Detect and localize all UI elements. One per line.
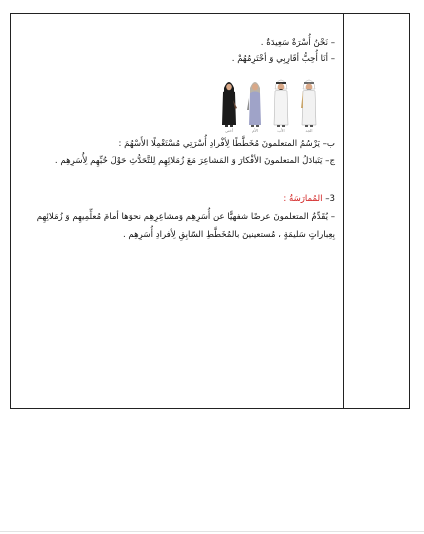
figure-caption: الأم xyxy=(252,128,258,133)
sentence-family-happy: – نَحْنُ أُسْرَةٌ سَعِيدَةٌ . xyxy=(260,38,335,48)
practice-number: 3– xyxy=(322,194,335,204)
practice-heading xyxy=(283,194,335,205)
family-figures xyxy=(197,74,327,136)
mother-figure xyxy=(243,74,267,136)
lesson-table xyxy=(10,13,410,409)
page-edge xyxy=(0,531,424,532)
practice-instruction-2: بِعِباراتٍ سَليمَةٍ ، مُستعينينَ بالمُخَطَّطِ السّابِقِ لِأفرادِ أُسَرِهِم . xyxy=(122,230,335,240)
figure-caption: الأب xyxy=(277,128,285,133)
grandfather-figure xyxy=(297,74,321,136)
practice-title: المُمارَسَةُ : xyxy=(283,194,323,204)
sentence-love-relatives: – أنَا أُحِبُّ أقَارِبِي وَ أحْتَرِمُهُمْ . xyxy=(231,54,335,64)
father-figure xyxy=(269,74,293,136)
column-divider xyxy=(343,14,344,408)
content-cell xyxy=(13,14,341,408)
activity-c-discussion: ج– يَتَبادَلُ المتعلمونَ الأفْكارَ وَ المَشاعِرَ مَعَ زُمَلائِهِم لِلتَّحَدُّثِ حَوْلَ حُبِّهِم لِأُسَرِهِم . xyxy=(54,156,335,166)
sister-figure xyxy=(217,74,241,136)
activity-b-diagram: ب– يَرْسُمُ المتعلمونَ مُخَطَّطًا لِأفْرادِ أُسْرَتِي مُسْتَعْمِلًا الأَسْهُمَ : xyxy=(118,139,335,149)
figure-caption: الجد xyxy=(305,128,313,133)
figure-caption: أختي xyxy=(224,128,234,133)
practice-instruction-1: – يُقَدِّمُ المتعلمونَ عرضًا شفهيًّا عن أُسَرِهِم وَمشاعِرِهِم نحوَها أمامَ مُعلِّمِيهِم وَ زُمَلائِهِم xyxy=(36,212,335,222)
